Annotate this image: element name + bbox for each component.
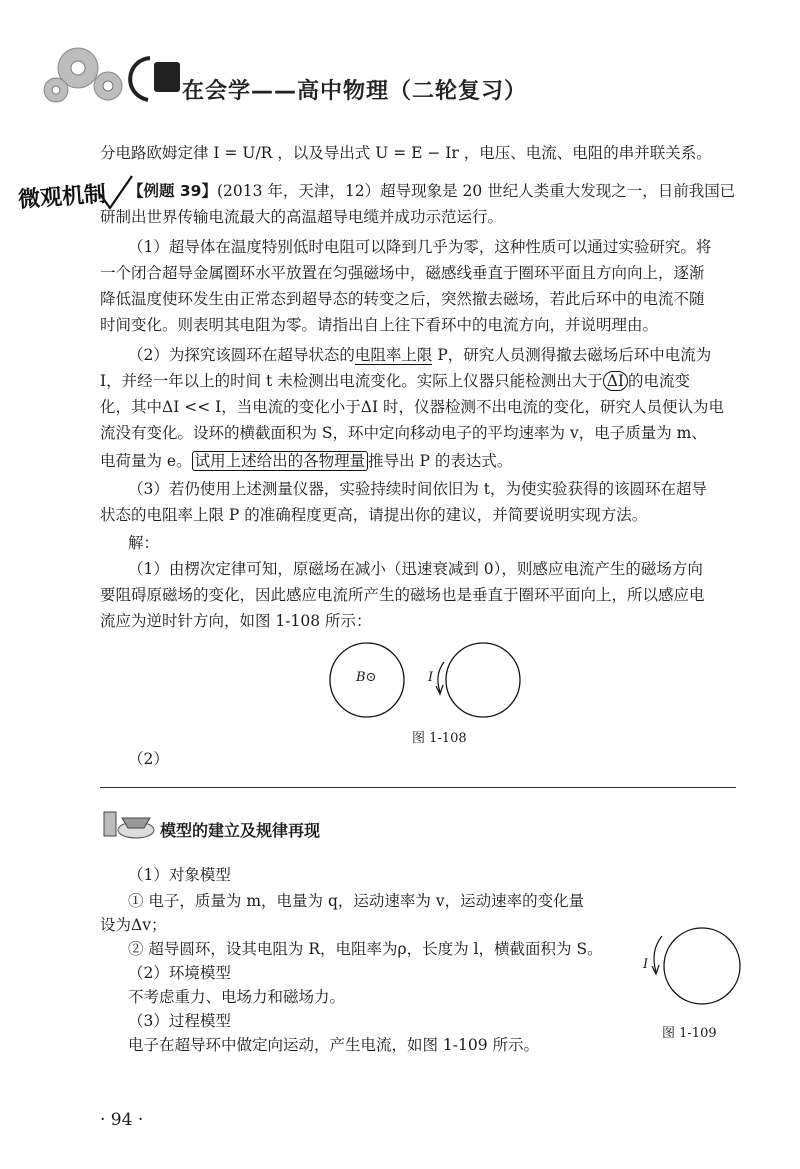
header-title: 在会学——高中物理（二轮复习） xyxy=(182,79,528,104)
model-1-heading: （1）对象模型 xyxy=(128,866,231,884)
q2-line-4: 流没有变化。设环的横截面积为 S，环中定向移动电子的平均速率为 v，电子质量为 m、 xyxy=(100,424,707,442)
q1-line-4: 时间变化。则表明其电阻为零。请指出自上往下看环中的电流方向，并说明理由。 xyxy=(100,316,659,334)
q2-line-5 xyxy=(100,448,512,474)
q2-circled-delta-i: ΔI xyxy=(603,371,628,391)
model-1-item-b: ② 超导圆环，设其电阻为 R，电阻率为ρ，长度为 l，横截面积为 S。 xyxy=(128,940,603,958)
q2-line-2 xyxy=(100,368,690,394)
q2-line-2-a: I，并经一年以上的时间 t 未检测出电流变化。实际上仪器只能检测出大于 xyxy=(100,372,603,390)
q1-line-2: 一个闭合超导金属圈环水平放置在匀强磁场中，磁感线垂直于圈环平面且方向向上，逐渐 xyxy=(100,264,705,282)
sol2-label: （2） xyxy=(128,750,169,768)
q2-boxed-phrase: 试用上述给出的各物理量 xyxy=(192,451,369,471)
section-icon xyxy=(100,808,160,844)
q2-line-3: 化，其中ΔI << I，当电流的变化小于ΔI 时，仪器检测不出电流的变化，研究人员便认为电 xyxy=(100,398,725,416)
solution-label: 解： xyxy=(128,534,160,552)
model-3-heading: （3）过程模型 xyxy=(128,1012,231,1030)
header-logo-icon xyxy=(30,28,190,118)
fig109-label-i: I xyxy=(643,957,649,972)
current-arrow-icon xyxy=(438,662,444,692)
sol1-line-2: 要阻碍原磁场的变化，因此感应电流所产生的磁场也是垂直于圈环平面向上，所以感应电 xyxy=(100,586,705,604)
q2-line-1-c: P，研究人员测得撤去磁场后环中电流为 xyxy=(432,346,712,364)
page-number: · 94 · xyxy=(100,1110,144,1130)
model-1-item-a-line-1: ① 电子，质量为 m，电量为 q，运动速率为 v，运动速率的变化量 xyxy=(128,892,585,910)
fig109-caption: 图 1-109 xyxy=(662,1026,717,1041)
q1-line-1: （1）超导体在温度特别低时电阻可以降到几乎为零，这种性质可以通过实验研究。将 xyxy=(128,238,712,256)
superconducting-ring xyxy=(664,928,740,1004)
q2-line-5-a: 电荷量为 e。 xyxy=(100,452,192,470)
example-intro-2: 研制出世界传输电流最大的高温超导电缆并成功示范运行。 xyxy=(100,208,504,226)
q2-line-5-c: 推导出 P 的表达式。 xyxy=(368,452,513,470)
fig108-label-i: I xyxy=(428,670,434,685)
model-1-item-a-line-2: 设为Δv； xyxy=(100,916,167,934)
q2-underlined-term: 电阻率上限 xyxy=(354,346,433,364)
q3-line-1: （3）若仍使用上述测量仪器，实验持续时间依旧为 t，为使实验获得的该圆环在超导 xyxy=(128,480,708,498)
model-2-heading: （2）环境模型 xyxy=(128,964,231,982)
section-divider xyxy=(100,787,736,788)
example-intro-1 xyxy=(128,178,735,204)
ring-with-current xyxy=(446,643,520,717)
q2-line-1 xyxy=(128,342,711,368)
sol1-line-3: 流应为逆时针方向，如图 1-108 所示： xyxy=(100,612,372,630)
q2-line-2-c: 的电流变 xyxy=(628,372,691,390)
q2-line-1-a: （2）为探究该圆环在超导状态的 xyxy=(128,346,355,364)
figure-1-108 xyxy=(320,640,530,730)
example-intro-text: (2013 年，天津，12）超导现象是 20 世纪人类重大发现之一，日前我国已 xyxy=(216,182,736,200)
q3-line-2: 状态的电阻率上限 P 的准确程度更高，请提出你的建议，并简要说明实现方法。 xyxy=(100,506,648,524)
q1-line-3: 降低温度使环发生由正常态到超导态的转变之后，突然撤去磁场，若此后环中的电流不随 xyxy=(100,290,705,308)
model-2-text: 不考虑重力、电场力和磁场力。 xyxy=(128,988,346,1006)
model-3-text: 电子在超导环中做定向运动，产生电流，如图 1-109 所示。 xyxy=(128,1036,540,1054)
sol1-line-1: （1）由楞次定律可知，原磁场在减小（迅速衰减到 0），则感应电流产生的磁场方向 xyxy=(128,560,703,578)
handwritten-note: 微观机制 xyxy=(17,181,107,214)
line-0: 分电路欧姆定律 I = U/R ，以及导出式 U = E − Ir ，电压、电流、电阻的串并联关系。 xyxy=(100,144,712,162)
section-title: 模型的建立及规律再现 xyxy=(160,821,321,840)
figure-1-109 xyxy=(640,920,750,1010)
fig108-label-b: B⊙ xyxy=(356,670,377,685)
example-label: 【例题 39】 xyxy=(128,182,217,200)
fig108-caption: 图 1-108 xyxy=(412,731,467,746)
